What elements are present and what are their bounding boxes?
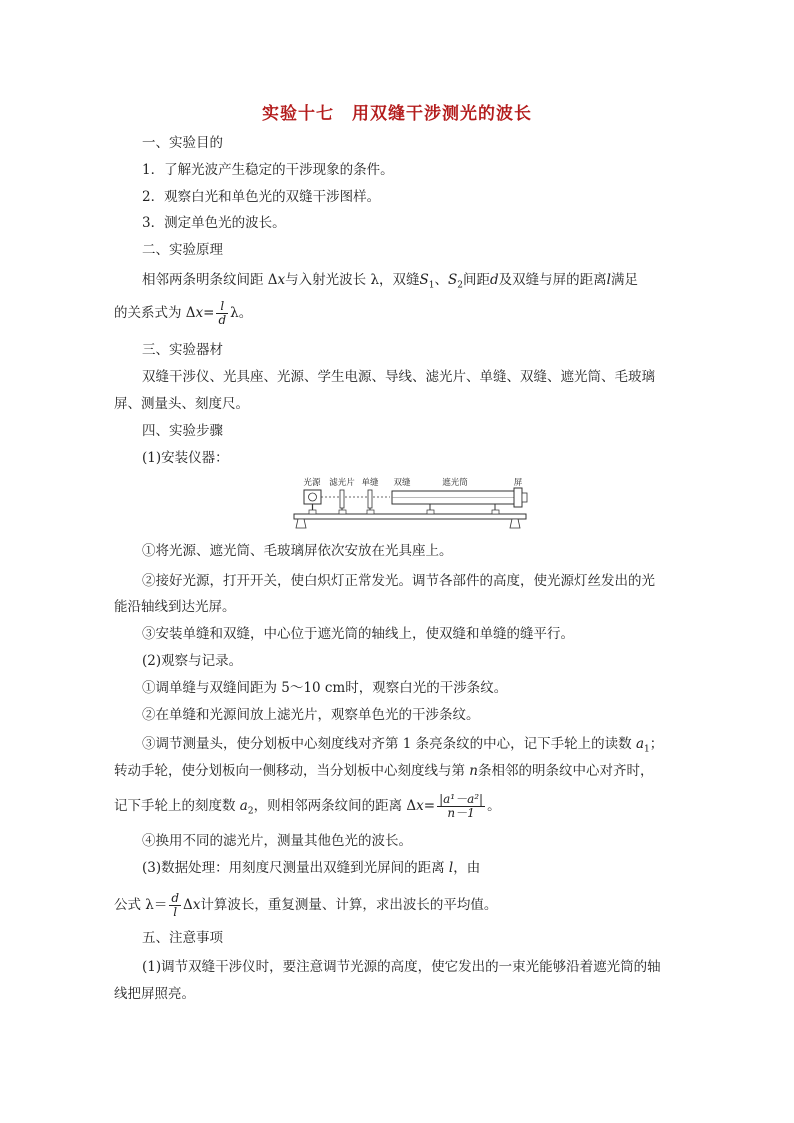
principle-text: 间距 (463, 272, 490, 288)
fraction-l-over-d (216, 300, 228, 327)
label-screen: 屏 (513, 478, 523, 488)
fraction-denominator: d (218, 313, 227, 327)
step-2-3-line-1 (142, 734, 712, 760)
slit-s2-symbol: S (448, 272, 458, 288)
step-text: 条相邻的明条纹中心对齐时， (478, 763, 654, 779)
reading-a1: a (635, 736, 645, 752)
reading-a2: a (239, 798, 248, 814)
equals-sign: = (203, 305, 215, 321)
principle-paragraph-line-2 (114, 300, 684, 327)
apparatus-diagram (290, 474, 534, 534)
step-text: ③调节测量头，使分划板中心刻度线对齐第 1 条亮条纹的中心，记下手轮上的读数 (142, 736, 636, 752)
notes-item-1-line-1: (1)调节双缝干涉仪时，要注意调节光源的高度，使它发出的一束光能够沿着遮光筒的轴 (142, 959, 661, 975)
principle-text: λ。 (230, 305, 253, 321)
step-1-2-cont: 能沿轴线到达光屏。 (114, 599, 236, 615)
equipment-line-2: 屏、测量头、刻度尺。 (114, 396, 249, 412)
subscript: 1 (428, 280, 435, 291)
delta-x-symbol: x (416, 798, 424, 814)
step-text: Δ (183, 897, 193, 913)
step-2-1: ①调单缝与双缝间距为 5～10 cm时，观察白光的干涉条纹。 (142, 680, 508, 696)
section-4-heading: 四、实验步骤 (142, 423, 223, 439)
principle-paragraph-line-1 (142, 270, 712, 296)
step-text: 公式 λ＝ (114, 897, 168, 913)
step-text: ，由 (453, 860, 481, 876)
fraction-d-over-l (169, 892, 181, 919)
step-1-1: ①将光源、遮光筒、毛玻璃屏依次安放在光具座上。 (142, 543, 453, 559)
fraction-numerator: d (171, 891, 180, 905)
delta-x-symbol: x (192, 897, 201, 913)
n-symbol: n (469, 763, 478, 779)
step-observe-heading: (2)观察与记录。 (142, 653, 243, 669)
purpose-item-1: 1．了解光波产生稳定的干涉现象的条件。 (142, 162, 394, 178)
label-filter: 滤光片 (329, 478, 355, 488)
delta-x-symbol: x (195, 305, 204, 321)
subscript: 1 (644, 744, 650, 755)
step-2-3-line-2 (114, 761, 684, 781)
fraction-spacing-formula (437, 793, 485, 820)
principle-text: 及双缝与屏的距离 (498, 272, 607, 288)
section-2-heading: 二、实验原理 (142, 242, 223, 258)
step-text: 记下手轮上的刻度数 (114, 798, 240, 814)
wavelength-formula-line (114, 892, 684, 919)
screen-distance-symbol: l (606, 272, 611, 288)
bulb-icon (309, 493, 317, 501)
step-1-3: ③安装单缝和双缝，中心位于遮光筒的轴线上，使双缝和单缝的缝平行。 (142, 626, 574, 642)
step-text: 。 (487, 798, 501, 814)
filter-element (340, 490, 344, 508)
step-2-4: ④换用不同的滤光片，测量其他色光的波长。 (142, 833, 412, 849)
label-light-source: 光源 (303, 478, 321, 488)
notes-item-1-line-2: 线把屏照亮。 (114, 986, 195, 1002)
label-double-slit: 双缝 (393, 478, 411, 488)
equipment-line-1: 双缝干涉仪、光具座、光源、学生电源、导线、滤光片、单缝、双缝、遮光筒、毛玻璃 (142, 369, 655, 385)
fraction-denominator: l (173, 905, 178, 919)
principle-text: 相邻两条明条纹间距 Δ (142, 272, 278, 288)
optical-bench-rail (294, 514, 526, 519)
purpose-item-3: 3．测定单色光的波长。 (142, 215, 286, 231)
purpose-item-2: 2．观察白光和单色光的双缝干涉图样。 (142, 189, 381, 205)
step-1-2: ②接好光源，打开开关，使白炽灯正常发光。调节各部件的高度，使光源灯丝发出的光 (142, 573, 655, 589)
screen-element (514, 488, 522, 507)
principle-text: 与入射光波长 λ，双缝 (285, 272, 420, 288)
label-single-slit: 单缝 (361, 478, 379, 488)
step-data-heading (142, 858, 712, 878)
step-text: 计算波长，重复测量、计算，求出波长的平均值。 (200, 897, 498, 913)
fraction-numerator: l (216, 300, 228, 314)
equals-sign: = (423, 798, 436, 814)
fraction-numerator: |a¹－a²| (439, 792, 484, 806)
principle-text: 的关系式为 Δ (114, 305, 196, 321)
slit-s1-symbol: S (419, 272, 429, 288)
step-text: ； (649, 736, 664, 752)
delta-x-symbol: x (277, 272, 286, 288)
step-2-3-line-3 (114, 793, 684, 822)
subscript: 2 (247, 806, 254, 817)
step-install-heading: (1)安装仪器： (142, 450, 229, 466)
step-2-2: ②在单缝和光源间放上滤光片，观察单色光的干涉条纹。 (142, 707, 480, 723)
section-3-heading: 三、实验器材 (142, 342, 223, 358)
label-light-shield-tube: 遮光筒 (442, 478, 468, 488)
section-1-heading: 一、实验目的 (142, 135, 223, 151)
screen-distance-symbol: l (448, 860, 454, 876)
step-text: ，则相邻两条纹间的距离 Δ (253, 798, 417, 814)
step-text: (3)数据处理：用刻度尺测量出双缝到光屏间的距离 (142, 860, 449, 876)
subscript: 2 (457, 280, 463, 291)
principle-text: 满足 (610, 272, 638, 288)
principle-text: 、 (434, 272, 449, 288)
section-5-heading: 五、注意事项 (142, 930, 223, 946)
fraction-denominator: n－1 (447, 806, 475, 820)
step-text: 转动手轮，使分划板向一侧移动，当分划板中心刻度线与第 (114, 763, 470, 779)
slit-distance-symbol: d (490, 272, 499, 288)
page-title: 实验十七 用双缝干涉测光的波长 (262, 104, 532, 124)
single-slit-element (368, 490, 372, 508)
